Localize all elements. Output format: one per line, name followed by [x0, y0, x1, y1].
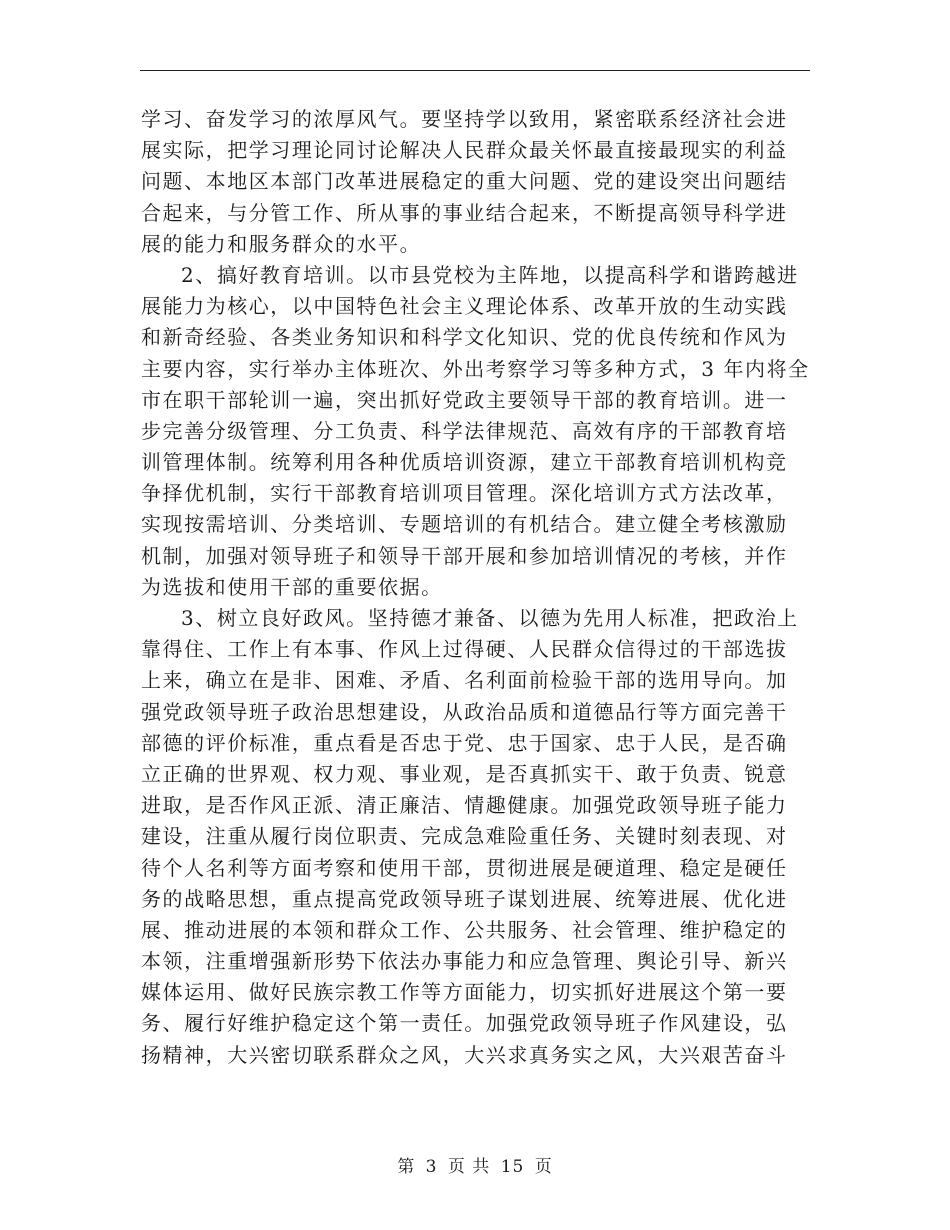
text-line: 步完善分级管理、分工负责、科学法律规范、高效有序的干部教育培	[141, 418, 788, 443]
header-rule	[140, 70, 810, 71]
footer-suffix: 页	[534, 1157, 553, 1177]
text-line: 待个人名利等方面考察和使用干部，贯彻进展是硬道理、稳定是硬任	[141, 855, 788, 880]
text-line: 展、推动进展的本领和群众工作、公共服务、社会管理、维护稳定的	[141, 917, 788, 942]
text-line: 主要内容，实行举办主体班次、外出考察学习等多种方式，3 年内将全	[141, 356, 810, 381]
page-footer	[0, 1152, 950, 1177]
text-line: 机制，加强对领导班子和领导干部开展和参加培训情况的考核，并作	[141, 543, 788, 568]
text-line: 务、履行好维护稳定这个第一责任。加强党政领导班子作风建设，弘	[141, 1011, 788, 1036]
text-line: 市在职干部轮训一遍，突出抓好党政主要领导干部的教育培训。进一	[141, 387, 788, 412]
document-body	[141, 104, 811, 1071]
text-line: 争择优机制，实行干部教育培训项目管理。深化培训方式方法改革，	[141, 481, 788, 506]
text-line: 训管理体制。统筹利用各种优质培训资源，建立干部教育培训机构竞	[141, 450, 788, 475]
text-line: 和新奇经验、各类业务知识和科学文化知识、党的优良传统和作风为	[141, 325, 788, 350]
text-line: 强党政领导班子政治思想建设，从政治品质和道德品行等方面完善干	[141, 699, 788, 724]
footer-middle: 页 共	[447, 1157, 491, 1177]
footer-prefix: 第	[397, 1157, 416, 1177]
text-line: 实现按需培训、分类培训、专题培训的有机结合。建立健全考核激励	[141, 512, 788, 537]
text-line: 展的能力和服务群众的水平。	[141, 231, 422, 256]
text-line: 媒体运用、做好民族宗教工作等方面能力，切实抓好进展这个第一要	[141, 980, 788, 1005]
text-line: 进取，是否作风正派、清正廉洁、情趣健康。加强党政领导班子能力	[141, 793, 788, 818]
text-line: 合起来，与分管工作、所从事的事业结合起来，不断提高领导科学进	[141, 200, 788, 225]
text-line: 为选拔和使用干部的重要依据。	[141, 574, 443, 599]
text-line: 扬精神，大兴密切联系群众之风，大兴求真务实之风，大兴艰苦奋斗	[141, 1042, 788, 1067]
text-line: 部德的评价标准，重点看是否忠于党、忠于国家、忠于人民，是否确	[141, 730, 788, 755]
text-line: 展实际，把学习理论同讨论解决人民群众最关怀最直接最现实的利益	[141, 138, 788, 163]
text-line: 上来，确立在是非、困难、矛盾、名利面前检验干部的选用导向。加	[141, 668, 788, 693]
text-line: 务的战略思想，重点提高党政领导班子谋划进展、统筹进展、优化进	[141, 886, 788, 911]
footer-page-number: 3	[425, 1157, 438, 1177]
text-line: 本领，注重增强新形势下依法办事能力和应急管理、舆论引导、新兴	[141, 949, 788, 974]
text-line: 3、树立良好政风。坚持德才兼备、以德为先用人标准，把政治上	[181, 606, 799, 630]
text-line: 展能力为核心，以中国特色社会主义理论体系、改革开放的生动实践	[141, 294, 788, 319]
text-line: 问题、本地区本部门改革进展稳定的重大问题、党的建设突出问题结	[141, 169, 788, 194]
text-line: 2、搞好教育培训。以市县党校为主阵地，以提高科学和谐跨越进	[181, 262, 799, 287]
text-line: 学习、奋发学习的浓厚风气。要坚持学以致用，紧密联系经济社会进	[141, 107, 788, 131]
text-line: 建设，注重从履行岗位职责、完成急难险重任务、关键时刻表现、对	[141, 824, 788, 849]
text-line: 立正确的世界观、权力观、事业观，是否真抓实干、敢于负责、锐意	[141, 761, 788, 786]
footer-total-pages: 15	[500, 1157, 525, 1177]
text-line: 靠得住、工作上有本事、作风上过得硬、人民群众信得过的干部选拔	[141, 637, 788, 662]
